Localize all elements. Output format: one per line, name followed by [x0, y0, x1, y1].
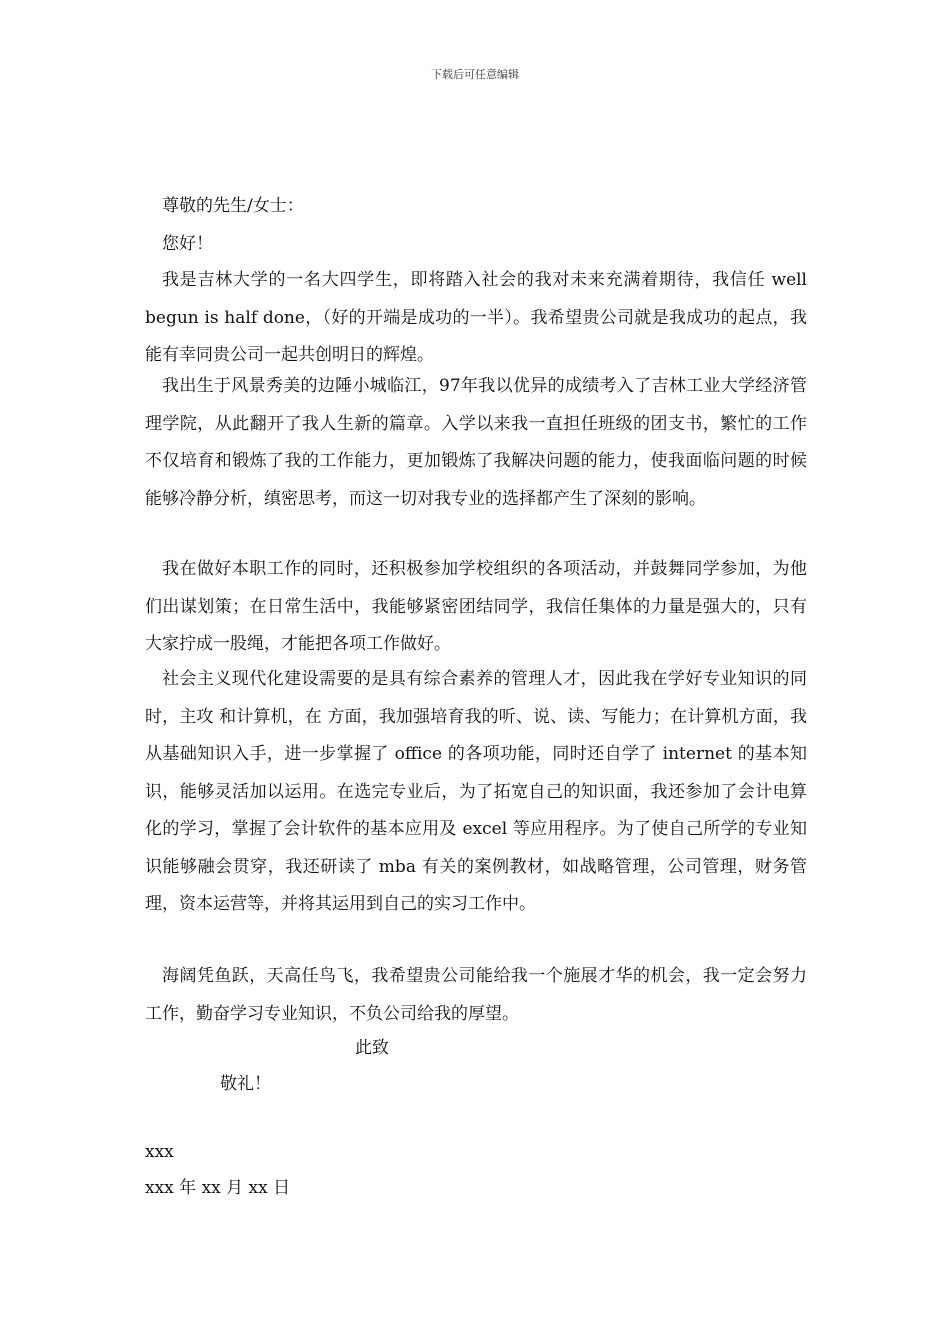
paragraph-5: 海阔凭鱼跃，天高任鸟飞，我希望贵公司能给我一个施展才华的机会，我一定会努力工作，勤奋学习专业知识，不负公司给我的厚望。: [145, 966, 807, 1024]
paragraph-3: 我在做好本职工作的同时，还积极参加学校组织的各项活动，并鼓舞同学参加，为他们出谋划策；在日常生活中，我能够紧密团结同学，我信任集体的力量是强大的，只有大家拧成一股绳，才能把各项工作做好。: [145, 559, 807, 654]
paragraph-2: 我出生于风景秀美的边陲小城临江，97年我以优异的成绩考入了吉林工业大学经济管理学院，从此翻开了我人生新的篇章。入学以来我一直担任班级的团支书，繁忙的工作不仅培育和锻炼了我的工作能力，更加锻炼了我解决问题的能力，使我面临问题的时候能够冷静分析，缜密思考，而这一切对我专业的选择都产生了深刻的影响。: [145, 376, 807, 509]
paragraph-1: 我是吉林大学的一名大四学生，即将踏入社会的我对未来充满着期待，我信任 well begun is half done，（好的开端是成功的一半）。我希望贵公司就是我成功的起点，我能有幸同贵公司一起共创明日的辉煌。: [145, 270, 807, 365]
page-header: 下载后可任意编辑: [431, 68, 519, 81]
salutation: 尊敬的先生/女士：: [162, 196, 304, 216]
signature-date: xxx 年 xx 月 xx 日: [145, 1178, 291, 1198]
closing-salute: 敬礼！: [220, 1074, 271, 1094]
closing-phrase: 此致: [355, 1038, 389, 1058]
signature-name: xxx: [145, 1142, 174, 1162]
paragraph-4: 社会主义现代化建设需要的是具有综合素养的管理人才，因此我在学好专业知识的同时，主攻 和计算机，在 方面，我加强培育我的听、说、读、写能力；在计算机方面，我从基础知识入手，进一步掌握了 office 的各项功能，同时还自学了 internet 的基本知识，能够灵活加以运用。在选完专业后，为了拓宽自己的知识面，我还参加了会计电算化的学习，掌握了会计软件的基本应用及 excel 等应用程序。为了使自己所学的专业知识能够融会贯穿，我还研读了 mba 有关的案例教材，如战略管理，公司管理，财务管理，资本运营等，并将其运用到自己的实习工作中。: [145, 669, 807, 914]
greeting: 您好！: [162, 234, 213, 254]
